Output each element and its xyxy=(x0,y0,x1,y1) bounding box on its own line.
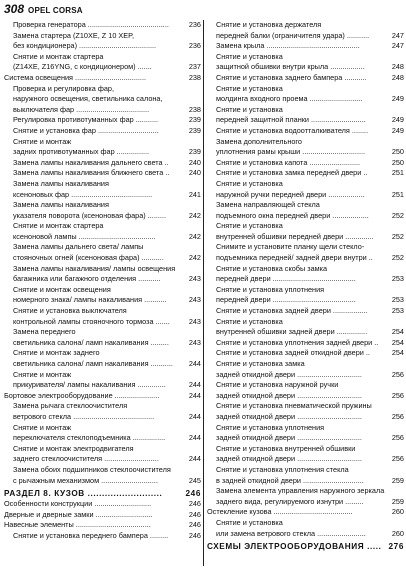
toc-page-number: 253 xyxy=(391,295,404,305)
toc-entry xyxy=(207,221,404,242)
toc-entry-title: Замена лампы накаливания/ лампы освещения багажника или багажного отделения ........... xyxy=(13,263,176,284)
toc-entry-title: Снятие и установка наружной ручки задней откидной двери ................................ xyxy=(216,380,362,400)
toc-entry-title: Снятие и установка задней двери ................. xyxy=(216,306,368,316)
toc-entry-title: Остекление кузова ....................................... xyxy=(207,507,353,517)
toc-entry-title: Замена элемента управления наружного зеркала заднего вида, регулируемого изнутри ......... xyxy=(216,486,385,506)
toc-entry xyxy=(207,285,404,306)
toc-entry xyxy=(4,531,201,542)
toc-entry xyxy=(207,306,404,317)
toc-entry-title: Замена стартера (Z10XE, Z 10 XEP, без кондиционера) ...................................... xyxy=(13,30,157,51)
toc-page-number: 239 xyxy=(188,125,201,135)
toc-page-number: 236 xyxy=(188,20,201,29)
toc-page-number: 246 xyxy=(188,509,201,519)
toc-page-number: 246 xyxy=(188,499,201,509)
toc-entry xyxy=(207,444,404,465)
toc-entry xyxy=(4,84,201,116)
page-number: 308 xyxy=(4,2,25,16)
toc-entry xyxy=(4,391,201,402)
toc-entry xyxy=(207,380,404,401)
page-header xyxy=(4,2,83,16)
book-title: OPEL CORSA xyxy=(28,6,83,15)
toc-section-heading xyxy=(4,488,201,499)
toc-entry xyxy=(4,401,201,422)
toc-page-number: 250 xyxy=(391,147,404,157)
toc-entry xyxy=(4,510,201,521)
toc-entry xyxy=(4,115,201,126)
toc-entry xyxy=(207,105,404,126)
toc-entry-title: Снятие и установка скобы замка передней двери ......................................... xyxy=(216,263,356,284)
toc-page-number: 237 xyxy=(188,62,201,72)
toc-page-number: 238 xyxy=(188,72,201,82)
toc-entry-title: Замена лампы накаливания ближнего света .. xyxy=(13,168,170,178)
toc-entry xyxy=(207,158,404,169)
toc-page-number: 252 xyxy=(391,231,404,241)
toc-entry xyxy=(4,499,201,510)
toc-entry-title: Снятие и установка капота ......................... xyxy=(216,157,361,167)
toc-page-number: 254 xyxy=(391,337,404,347)
toc-entry xyxy=(4,520,201,531)
toc-entry xyxy=(207,200,404,221)
toc-entry-title: Замена лампы накаливания указателя поворота (ксеноновая фара) ......... xyxy=(13,200,166,220)
toc-page-number: 245 xyxy=(188,475,201,485)
column-divider xyxy=(203,20,204,566)
toc-entry-title: Снятие и установка уплотнения стекла в задней откидной двери .............................. xyxy=(216,464,364,485)
toc-entry-title: Замена дополнительного уплотнения рамы крыши ............................... xyxy=(216,136,366,157)
toc-page-number: 260 xyxy=(391,528,404,538)
toc-page-number: 256 xyxy=(391,369,404,379)
toc-entry xyxy=(207,317,404,338)
toc-page-number: 239 xyxy=(188,147,201,157)
toc-page-number: 254 xyxy=(391,327,404,337)
toc-page-number: 242 xyxy=(188,231,201,241)
toc-entry xyxy=(4,465,201,486)
toc-entry-title: Замена переднего светильника салона/ ламп накаливания ......... xyxy=(13,327,169,347)
toc-entry xyxy=(4,200,201,221)
toc-page-number: 253 xyxy=(391,274,404,284)
toc-entry-title: Снятие и установка выключателя контрольной лампы стояночного тормоза ....... xyxy=(13,306,170,326)
toc-entry xyxy=(207,507,404,518)
toc-entry-title: Замена обоих подшипников стеклоочистителя с рычажным механизмом ............................ xyxy=(13,464,171,485)
toc-entry-title: Замена лампы накаливания ксеноновых фар ........................................ xyxy=(13,178,153,199)
toc-page-number: 249 xyxy=(391,125,404,135)
toc-entry xyxy=(4,285,201,306)
toc-entry xyxy=(4,137,201,158)
toc-page-number: 252 xyxy=(391,253,404,263)
toc-entry-title: Снятие и монтаж стартера (Z14XE, Z16YNG, с кондиционером) ....... xyxy=(13,51,152,72)
toc-entry-title: Замена рычага стеклоочистителя ветрового стекла ........................................ xyxy=(13,401,155,421)
toc-entry xyxy=(207,168,404,179)
toc-page-number: 240 xyxy=(188,157,201,167)
toc-entry-title: Снимите и установите планку щели стекло- подъемника передней/ задней двери внутри .. xyxy=(216,242,373,263)
toc-page-number: 252 xyxy=(391,210,404,220)
toc-entry xyxy=(4,31,201,52)
toc-page-number: 256 xyxy=(391,411,404,421)
toc-page-number: 244 xyxy=(188,454,201,464)
toc-entry-title: Замена лампы накаливания дальнего света .. xyxy=(13,157,169,167)
toc-page-number: 244 xyxy=(188,411,201,421)
toc-entry-title: Снятие и установка замка передней двери .. xyxy=(216,168,368,178)
toc-entry xyxy=(4,158,201,169)
toc-entry-title: Снятие и установка уплотнения передней двери ......................................... xyxy=(216,284,356,305)
toc-entry xyxy=(4,242,201,263)
toc-entry-title: Снятие и установка внутренней обшивки передней двери .............. xyxy=(216,221,374,241)
toc-page-number: 242 xyxy=(188,253,201,263)
toc-page-number: 239 xyxy=(188,115,201,125)
toc-entry-title: Снятие и монтаж электродвигателя заднего стеклоочистителя ........................... xyxy=(13,443,159,464)
toc-entry xyxy=(4,221,201,242)
toc-entry xyxy=(207,137,404,158)
toc-entry xyxy=(4,327,201,348)
toc-entry-title: Снятие и установка защитной обшивки внутри крыла ................. xyxy=(216,51,365,72)
toc-entry xyxy=(207,126,404,137)
toc-entry xyxy=(4,306,201,327)
toc-entry-title: Снятие и установка замка задней откидной двери ................................ xyxy=(216,359,362,379)
toc-entry-title: Снятие и установка фар .............................. xyxy=(13,125,159,135)
toc-page-number: 246 xyxy=(188,520,201,530)
toc-page-number: 238 xyxy=(188,104,201,114)
toc-entry-title: Замена направляющей стекла подъемного окна передней двери .................. xyxy=(216,200,369,220)
toc-entry-title: Снятие и установка наружной ручки передней двери .................. xyxy=(216,178,365,199)
toc-page-number: 242 xyxy=(188,210,201,220)
toc-page-number: 251 xyxy=(391,168,404,178)
toc-entry-title: Снятие и установка молдинга входного проема .......................... xyxy=(216,83,363,104)
toc-entry-title: Снятие и установка или замена ветрового стекла ........................ xyxy=(216,517,366,538)
toc-page-number: 253 xyxy=(391,306,404,316)
toc-entry xyxy=(207,465,404,486)
toc-entry-title: СХЕМЫ ЭЛЕКТРООБОРУДОВАНИЯ ..... xyxy=(207,542,382,552)
toc-page-number: 276 xyxy=(388,542,404,552)
toc-entry-title: Проверка и регулировка фар, наружного освещения, светильника салона, выключателя фар .................................... xyxy=(13,83,163,114)
toc-entry xyxy=(4,348,201,369)
toc-column-right xyxy=(207,20,404,566)
toc-entry xyxy=(4,168,201,179)
toc-entry xyxy=(207,264,404,285)
toc-entry-title: Снятие и установка переднего бампера ......... xyxy=(13,530,169,540)
toc-page-number: 244 xyxy=(188,433,201,443)
toc-page-number: 243 xyxy=(188,295,201,305)
toc-entry xyxy=(4,370,201,391)
toc-column-left xyxy=(4,20,201,566)
toc-entry xyxy=(207,401,404,422)
toc-entry xyxy=(207,52,404,73)
toc-page-number: 254 xyxy=(391,348,404,358)
toc-entry xyxy=(4,126,201,137)
toc-entry-title: Снятие и установка держателя передней балки (ограничителя удара) ........... xyxy=(216,20,370,40)
toc-entry xyxy=(207,179,404,200)
toc-page-number: 243 xyxy=(188,274,201,284)
toc-entry-title: Снятие и установка передней защитной планки ........................... xyxy=(216,104,366,125)
toc-entry-title: Особенности конструкции ............................ xyxy=(4,499,152,509)
toc-page-number: 236 xyxy=(188,41,201,51)
toc-page-number: 250 xyxy=(391,157,404,167)
toc-entry xyxy=(4,179,201,200)
toc-entry xyxy=(207,423,404,444)
toc-page-number: 260 xyxy=(391,507,404,517)
toc-entry xyxy=(207,41,404,52)
toc-page-number: 244 xyxy=(188,380,201,390)
toc-page-number: 241 xyxy=(188,189,201,199)
toc-entry-title: Проверка генератора ........................................ xyxy=(13,20,169,29)
toc-entry-title: Снятие и монтаж освещения номерного знака/ лампы накаливания ........... xyxy=(13,284,167,305)
toc-entry-title: Снятие и установка уплотнения задней откидной двери ................................ xyxy=(216,422,362,443)
toc-page-number: 248 xyxy=(391,72,404,82)
toc-entry xyxy=(207,359,404,380)
toc-page-number: 259 xyxy=(391,475,404,485)
toc-page-number: 244 xyxy=(188,359,201,368)
toc-entry xyxy=(4,423,201,444)
toc-entry xyxy=(4,444,201,465)
toc-entry-title: Снятие и монтаж прикуривателя/ лампы накаливания .............. xyxy=(13,369,166,390)
toc-page-number: 247 xyxy=(391,41,404,51)
toc-entry xyxy=(4,20,201,31)
toc-page-number: 243 xyxy=(188,337,201,347)
toc-entry-title: Снятие и установка внутренней обшивки задней откидной двери ................................ xyxy=(216,443,362,464)
toc-page-number: 259 xyxy=(391,496,404,506)
toc-entry-title: Регулировка противотуманных фар ........... xyxy=(13,115,159,125)
toc-entry xyxy=(4,73,201,84)
toc-entry-title: РАЗДЕЛ 8. КУЗОВ .......................... xyxy=(4,489,163,499)
toc-entry xyxy=(207,486,404,507)
toc-page-number: 249 xyxy=(391,94,404,104)
toc-entry-title: Снятие и монтаж стартера ксеноновой лампы ...................................... xyxy=(13,221,156,241)
toc-page-number: 248 xyxy=(391,62,404,72)
toc-page-number: 240 xyxy=(188,168,201,178)
toc-entry-title: Снятие и монтаж задних противотуманных фар ................ xyxy=(13,136,150,157)
toc-page-number: 243 xyxy=(188,316,201,326)
toc-entry-title: Снятие и установка внутренней обшивки задней двери ............... xyxy=(216,316,368,337)
toc-entry-title: Дверные и дверные замки ............................ xyxy=(4,509,153,519)
toc-entry-title: Снятие и установка заднего бампера ........... xyxy=(216,72,367,82)
toc-page-number: 249 xyxy=(391,115,404,125)
toc-page-number: 244 xyxy=(188,390,201,400)
toc-page-number: 256 xyxy=(391,433,404,443)
toc-entry xyxy=(4,52,201,73)
toc-entry-title: Снятие и установка уплотнения задней двери .. xyxy=(216,337,379,347)
toc-page-number: 256 xyxy=(391,454,404,464)
toc-entry xyxy=(207,20,404,41)
toc-entry-title: Снятие и монтаж заднего светильника салона/ ламп накаливания ........... xyxy=(13,348,173,368)
toc-page-number: 246 xyxy=(185,489,201,499)
toc-entry xyxy=(207,73,404,84)
toc-page-number: 251 xyxy=(391,189,404,199)
toc-entry-title: Бортовое электрооборудование ...................... xyxy=(4,390,160,400)
toc-entry xyxy=(207,348,404,359)
toc-page-number: 256 xyxy=(391,390,404,400)
toc-entry-title: Снятие и установка задней откидной двери .. xyxy=(216,348,370,358)
toc-entry xyxy=(207,84,404,105)
toc-page-number: 246 xyxy=(188,530,201,540)
toc-page-number: 247 xyxy=(391,30,404,40)
toc-entry-title: Снятие и монтаж переключателя стеклоподъемника ................ xyxy=(13,422,166,443)
toc-entry-title: Замена крыла .............................................. xyxy=(216,41,360,51)
toc-entry-title: Навесные элементы ..................................... xyxy=(4,520,151,530)
toc-entry xyxy=(207,518,404,539)
toc-entry xyxy=(207,242,404,263)
toc-section-heading xyxy=(207,541,404,552)
toc-entry xyxy=(4,264,201,285)
toc-entry-title: Снятие и установка водоотталкивателя ........ xyxy=(216,125,369,135)
toc-entry-title: Система освещения ................................... xyxy=(4,72,146,82)
toc-entry-title: Замена лампы дальнего света/ лампы стояночных огней (ксеноновая фара) ........... xyxy=(13,242,164,263)
toc-entry-title: Снятие и установка пневматической пружины задней откидной двери ................................ xyxy=(216,401,372,421)
toc-entry xyxy=(207,338,404,349)
